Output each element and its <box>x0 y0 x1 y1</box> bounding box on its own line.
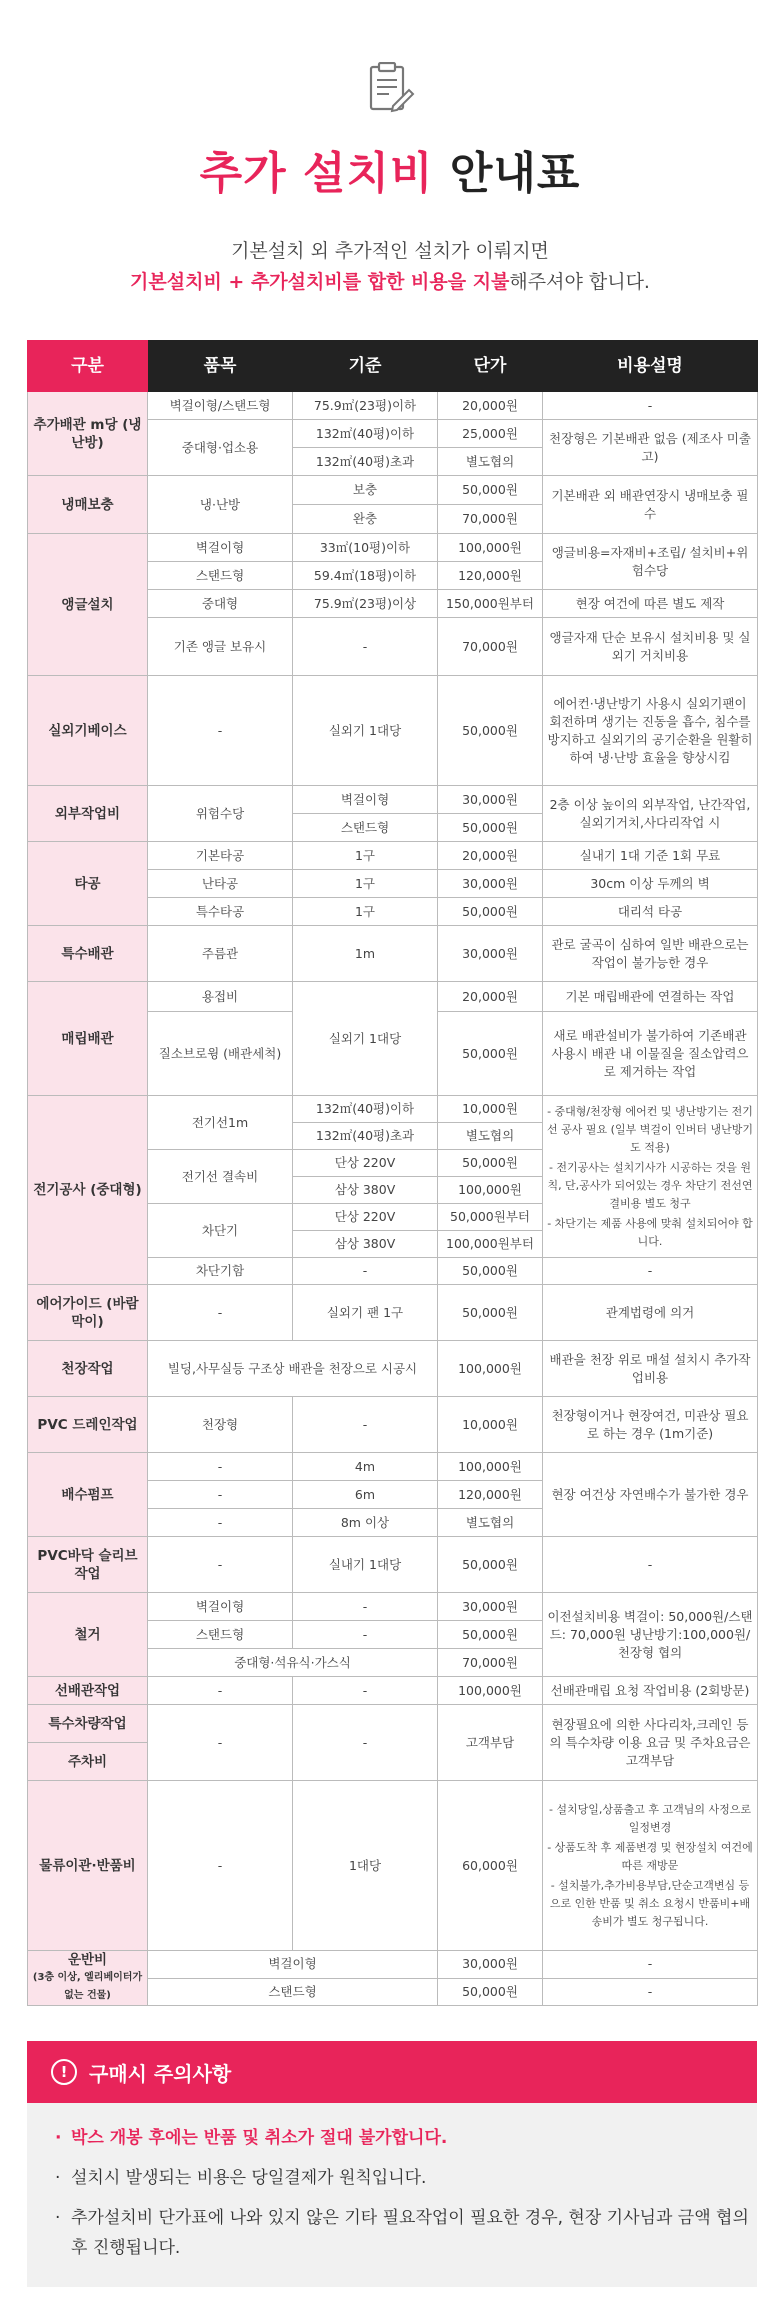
table-row <box>28 842 758 870</box>
cell-item: 기존 앵글 보유시 <box>148 618 293 676</box>
cell-price: 10,000원 <box>438 1397 543 1453</box>
cell-price: 10,000원 <box>438 1096 543 1123</box>
clipboard-pen-icon <box>365 62 415 114</box>
cell-standard: 75.9㎡(23평)이하 <box>293 392 438 420</box>
cell-standard: 삼상 380V <box>293 1231 438 1258</box>
cell-standard: 1m <box>293 926 438 982</box>
note-line: - 설치당일,상품출고 후 고객님의 사정으로 일정변경 <box>548 1802 752 1834</box>
table-row <box>28 676 758 786</box>
cell-price: 20,000원 <box>438 842 543 870</box>
cell-item: 스탠드형 <box>148 1621 293 1649</box>
table-row <box>28 1951 758 1979</box>
cell-standard: 1구 <box>293 870 438 898</box>
cell-price: 50,000원부터 <box>438 1204 543 1231</box>
page-title <box>0 144 780 204</box>
cell-item: 위험수당 <box>148 786 293 842</box>
cell-price: 70,000원 <box>438 618 543 676</box>
cell-standard: - <box>293 1677 438 1705</box>
cell-price: 150,000원부터 <box>438 590 543 618</box>
col-header-standard: 기준 <box>293 341 438 392</box>
cell-item: - <box>148 1537 293 1593</box>
table-row <box>28 534 758 562</box>
row-category: 주차비 <box>28 1743 148 1781</box>
cell-item: 스탠드형 <box>148 1978 438 2006</box>
row-category-main: 운반비 <box>67 1952 108 1968</box>
cell-price: 70,000원 <box>438 1649 543 1677</box>
note-line: - 전기공사는 설치기사가 시공하는 것을 원칙, 단,공사가 되어있는 경우 차단기 전선연결비용 별도 청구 <box>547 1160 753 1210</box>
cell-notes <box>543 1781 758 1951</box>
cell-price: 50,000원 <box>438 676 543 786</box>
cell-item: 전기선1m <box>148 1096 293 1150</box>
cell-price: 50,000원 <box>438 1258 543 1285</box>
cell-price: 고객부담 <box>438 1705 543 1781</box>
cell-desc: 현장필요에 의한 사다리차,크레인 등의 특수차량 이용 요금 및 주차요금은 고객부담 <box>543 1705 758 1781</box>
table-row <box>28 1781 758 1951</box>
cell-desc: 천장형은 기본배관 없음 (제조사 미출고) <box>543 420 758 476</box>
cell-standard: - <box>293 1258 438 1285</box>
cell-standard: - <box>293 1397 438 1453</box>
cell-standard: 실외기 1대당 <box>293 676 438 786</box>
cell-price: 50,000원 <box>438 898 543 926</box>
cell-desc: 선배관매립 요청 작업비용 (2회방문) <box>543 1677 758 1705</box>
table-row <box>28 476 758 505</box>
row-category: PVC바닥 슬리브작업 <box>28 1537 148 1593</box>
cell-price: 25,000원 <box>438 420 543 448</box>
cell-desc: 배관을 천장 위로 매설 설치시 추가작업비용 <box>543 1341 758 1397</box>
cell-standard: 132㎡(40평)이하 <box>293 420 438 448</box>
table-row <box>28 1285 758 1341</box>
table-row <box>28 786 758 814</box>
cell-item: 차단기 <box>148 1204 293 1258</box>
col-header-price: 단가 <box>438 341 543 392</box>
cell-item: 난타공 <box>148 870 293 898</box>
cell-item: 전기선 결속비 <box>148 1150 293 1204</box>
list-item <box>55 2163 757 2193</box>
cell-price: 60,000원 <box>438 1781 543 1951</box>
cell-item: 벽걸이형 <box>148 1951 438 1979</box>
cell-desc: 현장 여건에 따른 별도 제작 <box>543 590 758 618</box>
cell-standard: 132㎡(40평)초과 <box>293 1123 438 1150</box>
cell-item: 질소브로윙 (배관세척) <box>148 1012 293 1096</box>
subtitle: 기본설치 외 추가적인 설치가 이뤄지면 <box>231 240 549 262</box>
cell-standard: 132㎡(40평)초과 <box>293 448 438 476</box>
cell-standard: 1대당 <box>293 1781 438 1951</box>
cell-price: 50,000원 <box>438 1978 543 2006</box>
cell-price: 70,000원 <box>438 505 543 534</box>
header-icon-wrap <box>0 0 780 114</box>
cell-price: 100,000원 <box>438 1177 543 1204</box>
cell-price: 30,000원 <box>438 870 543 898</box>
table-row <box>28 1537 758 1593</box>
cell-standard: 33㎡(10평)이하 <box>293 534 438 562</box>
list-item <box>55 2123 757 2153</box>
caution-item-text: 박스 개봉 후에는 반품 및 취소가 절대 불가합니다. <box>71 2128 448 2148</box>
table-row <box>28 1341 758 1397</box>
cell-item: 중대형·석유식·가스식 <box>148 1649 438 1677</box>
table-row <box>28 392 758 420</box>
cell-standard: 6m <box>293 1481 438 1509</box>
cell-desc: 관계법령에 의거 <box>543 1285 758 1341</box>
cell-item: 주름관 <box>148 926 293 982</box>
cell-standard: 단상 220V <box>293 1150 438 1177</box>
title-rest: 안내표 <box>449 148 581 199</box>
row-category: 특수배관 <box>28 926 148 982</box>
cell-item: 벽걸이형 <box>148 534 293 562</box>
table-row <box>28 982 758 1012</box>
row-category: 천장작업 <box>28 1341 148 1397</box>
cell-desc: - <box>543 1951 758 1979</box>
cell-price: 120,000원 <box>438 1481 543 1509</box>
cell-item: 벽걸이형 <box>148 1593 293 1621</box>
cell-price: 50,000원 <box>438 814 543 842</box>
cell-desc: 현장 여건상 자연배수가 불가한 경우 <box>543 1453 758 1537</box>
cell-standard: 1구 <box>293 842 438 870</box>
cell-price: 20,000원 <box>438 392 543 420</box>
cell-price: 100,000원 <box>438 534 543 562</box>
cell-item: 스탠드형 <box>148 562 293 590</box>
cell-item: 차단기함 <box>148 1258 293 1285</box>
row-category: 추가배관 m당 (냉난방) <box>28 392 148 476</box>
row-category: 전기공사 (중대형) <box>28 1096 148 1285</box>
cell-desc: 이전설치비용 벽걸이: 50,000원/스탠드: 70,000원 냉난방기:100,000원/천장형 협의 <box>543 1593 758 1677</box>
list-item <box>55 2203 757 2263</box>
cell-standard: 단상 220V <box>293 1204 438 1231</box>
cell-price: 20,000원 <box>438 982 543 1012</box>
cell-price: 50,000원 <box>438 476 543 505</box>
cell-price: 50,000원 <box>438 1150 543 1177</box>
row-category: PVC 드레인작업 <box>28 1397 148 1453</box>
cell-item: 벽걸이형/스탠드형 <box>148 392 293 420</box>
row-category: 철거 <box>28 1593 148 1677</box>
cell-standard: 실내기 1대당 <box>293 1537 438 1593</box>
cell-desc: - <box>543 1537 758 1593</box>
row-category: 선배관작업 <box>28 1677 148 1705</box>
caution-list <box>27 2103 757 2263</box>
table-row <box>28 1453 758 1481</box>
cell-item: 천장형 <box>148 1397 293 1453</box>
col-header-description: 비용설명 <box>543 341 758 392</box>
cell-item: - <box>148 1705 293 1781</box>
table-row <box>28 1096 758 1123</box>
cell-price: 30,000원 <box>438 926 543 982</box>
cell-item: - <box>148 1285 293 1341</box>
cell-price: 100,000원부터 <box>438 1231 543 1258</box>
cell-standard: 실외기 팬 1구 <box>293 1285 438 1341</box>
row-category: 배수펌프 <box>28 1453 148 1537</box>
note-line: - 설치불가,추가비용부담,단순고객변심 등으로 인한 반품 및 취소 요청시 반품비+배송비가 별도 청구됩니다. <box>549 1878 751 1928</box>
cell-item: 특수타공 <box>148 898 293 926</box>
cell-standard: 1구 <box>293 898 438 926</box>
cell-item: 기본타공 <box>148 842 293 870</box>
bullet: · <box>55 2208 61 2228</box>
table-row <box>28 1397 758 1453</box>
row-category: 타공 <box>28 842 148 926</box>
caution-item-text: 설치시 발생되는 비용은 당일결제가 원칙입니다. <box>71 2168 427 2188</box>
cell-price: 별도협의 <box>438 1509 543 1537</box>
caution-item-text: 추가설치비 단가표에 나와 있지 않은 기타 필요작업이 필요한 경우, 현장 기사님과 금액 협의 후 진행됩니다. <box>71 2208 749 2258</box>
table-row <box>28 1593 758 1621</box>
cell-desc: 실내기 1대 기준 1회 무료 <box>543 842 758 870</box>
cell-item: 중대형 <box>148 590 293 618</box>
cell-item: 중대형·업소용 <box>148 420 293 476</box>
cell-standard: - <box>293 1705 438 1781</box>
cell-item: - <box>148 1677 293 1705</box>
row-category: 앵글설치 <box>28 534 148 676</box>
cell-price: 별도협의 <box>438 1123 543 1150</box>
cell-price: 100,000원 <box>438 1341 543 1397</box>
caution-title: 구매시 주의사항 <box>89 2061 232 2086</box>
cell-standard: 132㎡(40평)이하 <box>293 1096 438 1123</box>
cell-price: 30,000원 <box>438 786 543 814</box>
cell-desc: - <box>543 392 758 420</box>
cell-standard: - <box>293 1593 438 1621</box>
cell-item: 냉·난방 <box>148 476 293 534</box>
cell-price: 50,000원 <box>438 1285 543 1341</box>
cell-standard: 75.9㎡(23평)이상 <box>293 590 438 618</box>
cell-price: 100,000원 <box>438 1677 543 1705</box>
cell-standard: 삼상 380V <box>293 1177 438 1204</box>
bullet: · <box>55 2168 61 2188</box>
cell-item: - <box>148 1509 293 1537</box>
cell-standard: - <box>293 1621 438 1649</box>
cell-item: - <box>148 1453 293 1481</box>
subtitle-emphasis <box>0 266 780 298</box>
row-category: 특수차량작업 <box>28 1705 148 1743</box>
cell-price: 별도협의 <box>438 448 543 476</box>
cell-price: 30,000원 <box>438 1951 543 1979</box>
col-header-item: 품목 <box>148 341 293 392</box>
cell-desc: 에어컨·냉난방기 사용시 실외기팬이 회전하며 생기는 진동을 흡수, 침수를 방지하고 실외기의 공기순환을 원활히 하여 냉·난방 효율을 향상시킴 <box>543 676 758 786</box>
note-line: - 차단기는 제품 사용에 맞춰 설치되어야 합니다. <box>547 1216 753 1248</box>
cell-standard: 8m 이상 <box>293 1509 438 1537</box>
cell-price: 100,000원 <box>438 1453 543 1481</box>
cell-price: 30,000원 <box>438 1593 543 1621</box>
bullet: · <box>55 2128 62 2148</box>
cell-standard: 완충 <box>293 505 438 534</box>
cell-desc: 기본 매립배관에 연결하는 작업 <box>543 982 758 1012</box>
row-category: 실외기베이스 <box>28 676 148 786</box>
cell-item: - <box>148 1481 293 1509</box>
cell-standard: 4m <box>293 1453 438 1481</box>
row-category: 매립배관 <box>28 982 148 1096</box>
table-row <box>28 1705 758 1743</box>
row-category: 물류이관·반품비 <box>28 1781 148 1951</box>
subtitle-rest: 해주셔야 합니다. <box>509 271 650 293</box>
row-category <box>28 1951 148 2006</box>
caution-header <box>27 2041 757 2103</box>
row-category: 에어가이드 (바람막이) <box>28 1285 148 1341</box>
subtitle-accent: 기본설치비 + 추가설치비를 합한 비용을 지불 <box>130 271 510 293</box>
cell-standard: 보충 <box>293 476 438 505</box>
row-category-sub: (3층 이상, 엘리베이터가 없는 건물) <box>32 1972 143 2001</box>
row-category: 외부작업비 <box>28 786 148 842</box>
cell-item: - <box>148 1781 293 1951</box>
cell-desc: 앵글비용=자재비+조립/ 설치비+위험수당 <box>543 534 758 590</box>
row-category: 냉매보충 <box>28 476 148 534</box>
cell-price: 50,000원 <box>438 1012 543 1096</box>
fee-table <box>27 340 758 2006</box>
cell-notes <box>543 1096 758 1258</box>
note-line: - 상품도착 후 제품변경 및 현장설치 여건에 따른 재방문 <box>547 1840 753 1872</box>
caution-box <box>27 2041 757 2287</box>
cell-desc: 관로 굴곡이 심하여 일반 배관으로는 작업이 불가능한 경우 <box>543 926 758 982</box>
cell-item: 빌딩,사무실등 구조상 배관을 천장으로 시공시 <box>148 1341 438 1397</box>
table-row <box>28 1677 758 1705</box>
cell-desc: 기본배관 외 배관연장시 냉매보충 필수 <box>543 476 758 534</box>
cell-standard: 스탠드형 <box>293 814 438 842</box>
cell-standard: 59.4㎡(18평)이하 <box>293 562 438 590</box>
table-row <box>28 926 758 982</box>
cell-desc: 새로 배관설비가 불가하여 기존배관 사용시 배관 내 이물질을 질소압력으로 제거하는 작업 <box>543 1012 758 1096</box>
cell-desc: 천장형이거나 현장여건, 미관상 필요로 하는 경우 (1m기준) <box>543 1397 758 1453</box>
cell-standard: - <box>293 618 438 676</box>
cell-price: 50,000원 <box>438 1621 543 1649</box>
col-header-category: 구분 <box>28 341 148 392</box>
note-line: - 중대형/천장형 에어컨 및 냉난방기는 전기선 공사 필요 (일부 벽걸이 인버터 냉난방기도 적용) <box>547 1104 753 1154</box>
cell-item: - <box>148 676 293 786</box>
cell-price: 50,000원 <box>438 1537 543 1593</box>
cell-desc: - <box>543 1258 758 1285</box>
table-header-row <box>28 341 758 392</box>
exclamation-circle-icon: ! <box>51 2059 77 2085</box>
cell-item: 용접비 <box>148 982 293 1012</box>
cell-price: 120,000원 <box>438 562 543 590</box>
cell-standard: 실외기 1대당 <box>293 982 438 1096</box>
title-accent: 추가 설치비 <box>199 148 434 199</box>
cell-desc: - <box>543 1978 758 2006</box>
cell-desc: 앵글자재 단순 보유시 설치비용 및 실외기 거치비용 <box>543 618 758 676</box>
cell-desc: 대리석 타공 <box>543 898 758 926</box>
cell-standard: 벽걸이형 <box>293 786 438 814</box>
cell-desc: 30cm 이상 두께의 벽 <box>543 870 758 898</box>
cell-desc: 2층 이상 높이의 외부작업, 난간작업,실외기거치,사다리작업 시 <box>543 786 758 842</box>
